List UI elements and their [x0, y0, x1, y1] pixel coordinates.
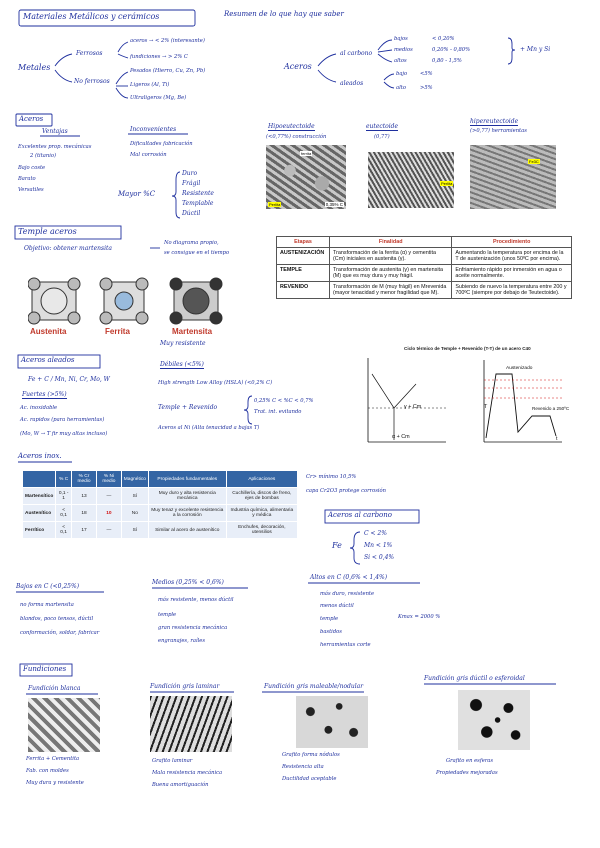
diagram-title: Ciclo térmico de Temple + Revenido (T-T) de un acero C40 [404, 346, 531, 351]
debiles-title: Débiles (<5%) [160, 361, 204, 368]
table-header-cell: % Ni medio [97, 471, 122, 488]
table-cell: Transformación de la ferrita (α) y cementita (Cm) iniciales en austenita (γ). [330, 248, 452, 265]
table-header-cell: Magnético [121, 471, 148, 488]
no-ferrosos-label: No ferrosos [74, 78, 110, 85]
fundicion-blanca-micrograph [28, 698, 100, 752]
austenita-label: Austenita [30, 327, 67, 336]
cementita-caption: Fe3C [529, 159, 539, 164]
aceros-tree-label: Aceros [284, 62, 312, 71]
altos-label: altos [394, 58, 407, 64]
table-header-cell: Procedimiento [452, 237, 572, 248]
table-header-cell: Propiedades fundamentales [148, 471, 226, 488]
aleados-title: Aceros aleados [21, 356, 75, 364]
perlita-caption: Perlita [269, 202, 281, 207]
table-cell: Transformación de M (muy frágil) en Mrevenida (mayor tenacidad y menor fragilidad que M). [330, 282, 452, 299]
ductil-item: Grafito en esferas [446, 758, 494, 764]
mayor-item: Templable [182, 200, 214, 207]
ventaja-item: Bajo coste [18, 165, 46, 171]
eut-title: eutectoide [366, 123, 399, 130]
medios-item: engranajes, raíles [158, 638, 205, 644]
table-header-cell: % C [56, 471, 72, 488]
ferrita-label: Ferrita [105, 327, 130, 336]
revenido-label: Revenido a 250ºC [532, 406, 570, 411]
fuertes-item: (Mo, W → T fir muy altas incluso) [20, 431, 108, 437]
ventaja-item: Excelentes prop. mecánicas [18, 144, 92, 150]
table-cell: < 0,1 [56, 505, 72, 522]
maleable-title: Fundición gris maleable/nodular [264, 683, 364, 690]
objetivo-text: Objetivo: obtener martensita [24, 245, 112, 252]
medios-label: medios [394, 47, 413, 53]
fundicion-ductil-micrograph [458, 690, 530, 750]
aceros-branch: aceros → < 2% (interesante) [130, 38, 205, 44]
altos-item: más duro, resistente [320, 591, 375, 597]
medios-item: gran resistencia mecánica [158, 625, 228, 631]
ventaja-item: Versatiles [18, 187, 44, 193]
temple-title: Temple aceros [18, 227, 77, 236]
ventajas-title: Ventajas [42, 128, 68, 135]
austenizado-label: Austenizado [506, 366, 533, 371]
blanca-title: Fundición blanca [28, 685, 81, 692]
table-cell: < 0,1 [56, 522, 72, 539]
gris-item: Buena amortiguación [152, 782, 209, 788]
table-cell: Transformación de austenita (γ) en martensita (M) que es muy dura y muy frágil. [330, 265, 452, 282]
carbono-si: Si < 0,4% [364, 554, 395, 561]
hipo-sub: (<0,77%) construcción [266, 134, 327, 140]
inox-note-2: capa Cr2O3 protege corrosión [306, 488, 387, 494]
carbono-c: C < 2% [364, 530, 387, 537]
al-carbono-label: al carbono [340, 50, 373, 57]
fundicion-gris-micrograph [150, 696, 232, 752]
medios-item: temple [158, 612, 177, 618]
table-header-row [277, 237, 572, 248]
table-cell: Muy tenaz y excelente resistencia a la corrosión [148, 505, 226, 522]
table-cell: — [97, 488, 122, 505]
fuertes-item: Ac. inoxidable [20, 405, 58, 411]
blanca-item: Fab. con moldes [26, 768, 69, 774]
table-row [277, 265, 572, 282]
aceros-section-title: Aceros [19, 115, 44, 123]
altos-item: bastidos [320, 629, 342, 635]
table-cell: Enfriamiento rápido por inmersión en agua o aceite normalmente. [452, 265, 572, 282]
table-cell: Muy duro y alta resistencia mecánica [148, 488, 226, 505]
bajo-aleado-label: bajo [396, 71, 408, 77]
table-row [23, 505, 298, 522]
temple-note-1: No diagrama propio, [164, 240, 219, 246]
martensita-label: Martensita [172, 327, 213, 336]
ferrosos-label: Ferrosos [76, 50, 103, 57]
altos-item: temple [320, 616, 339, 622]
diagram-axis-t: T [484, 404, 488, 410]
bajos-item: blandos, poco tensos, dúctil [20, 616, 94, 622]
gris-title: Fundición gris laminar [150, 683, 220, 690]
ductil-item: Propiedades mejoradas [436, 770, 498, 776]
table-cell: 10 [97, 505, 122, 522]
ventaja-item: Barato [18, 176, 36, 182]
altos-item: herramientas corte [320, 642, 371, 648]
mayor-c-label: Mayor %C [118, 190, 156, 198]
pesados-branch: Pesados (Hierro, Cu, Zn, Pb) [130, 68, 206, 74]
debiles-item: Aceros al Ni (Alta tenacidad a bajas T) [158, 425, 260, 431]
hipo-title: Hipoeutectoide [268, 123, 315, 130]
medios-item: más resistente, menos dúctil [158, 597, 234, 603]
temple-note-2: se consigue en el tiempo [164, 250, 230, 256]
debiles-detail: Trat. int. evitando [254, 409, 302, 415]
metales-label: Metales [18, 63, 51, 72]
table-cell: REVENIDO [277, 282, 330, 299]
medios-value: 0,20% - 0,80% [432, 47, 471, 53]
mayor-item: Dúctil [182, 210, 201, 217]
table-cell: TEMPLE [277, 265, 330, 282]
table-cell: Aumentando la temperatura por encima de la T de austenización (unos 50ºC por encima). [452, 248, 572, 265]
table-header-cell [23, 471, 56, 488]
table-cell: Ferrítico [23, 522, 56, 539]
table-cell: Industria química, alimentaria y médica [226, 505, 297, 522]
eutectoide-micrograph [368, 152, 454, 208]
table-cell: — [97, 522, 122, 539]
blanca-item: Ferrita + Cementita [26, 756, 80, 762]
diagram-label-g-cm: γ + Cm [404, 404, 422, 410]
kmax-note: Kmax = 2000 % [398, 614, 441, 620]
bajos-label: bajos [394, 36, 408, 42]
fundicion-maleable-micrograph [296, 696, 368, 748]
inconveniente-item: Mal corrosión [130, 152, 167, 158]
maleable-item: Grafito forma nódulos [282, 752, 340, 758]
table-row [277, 248, 572, 265]
hiper-title: hipereutectoide [470, 118, 519, 125]
perlita-caption-2: Perlita [441, 181, 453, 186]
bajos-item: no forma martensita [20, 602, 74, 608]
table-cell: No [121, 505, 148, 522]
debiles-detail: 0,25% C < %C < 0,7% [254, 398, 314, 404]
heat-treatment-diagram [364, 354, 564, 446]
gris-item: Grafito laminar [152, 758, 193, 764]
bajos-item: conformación, soldar, fabricar [20, 630, 100, 636]
inox-note-1: Cr> mínimo 10,5% [306, 474, 357, 480]
medios-title: Medios (0,25% < 0,6%) [152, 579, 224, 586]
alto-aleado-label: alto [396, 85, 406, 91]
debiles-item: Temple + Revenido [158, 404, 218, 411]
fundiciones-title: Fundiciones [23, 665, 67, 673]
ultraligeros-branch: Ultraligeros (Mg, Be) [130, 95, 187, 101]
muy-resistente-note: Muy resistente [160, 340, 206, 347]
debiles-item: High strength Low Alloy (HSLA) (<0,2% C) [158, 380, 273, 386]
page-subtitle: Resumen de lo que hay que saber [224, 10, 344, 18]
crystal-structures [28, 276, 248, 326]
fuertes-item: Ac. rapidos (para herramientas) [20, 417, 105, 423]
altos-title: Altos en C (0,6% < 1,4%) [310, 574, 388, 581]
table-cell: 0,1 - 1 [56, 488, 72, 505]
carbono-fe: Fe [332, 541, 342, 550]
table-cell: Sí [121, 488, 148, 505]
maleable-item: Resistencia alta [282, 764, 324, 770]
hipereutectoide-micrograph [441, 145, 556, 209]
table-cell: Subiendo de nuevo la temperatura entre 200 y 700ºC (siempre por debajo de Teutectoide). [452, 282, 572, 299]
inox-table [22, 470, 298, 539]
table-cell: Enchufes, decoración, utensilios [226, 522, 297, 539]
table-cell: Sí [121, 522, 148, 539]
diagram-label-a-cm: α + Cm [392, 434, 410, 440]
carbon-content-caption: 0,35% C [325, 202, 343, 207]
table-header-cell: % Cr medio [71, 471, 96, 488]
fuertes-title: Fuertes (>5%) [22, 391, 67, 398]
table-header-cell: Aplicaciones [226, 471, 297, 488]
page-title: Materiales Metálicos y cerámicos [23, 12, 160, 21]
aleados-elements: Fe + C / Mn, Ni, Cr, Mo, W [28, 376, 110, 383]
ventaja-item: 2 (titanio) [30, 153, 57, 159]
blanca-item: Muy dura y resistente [26, 780, 84, 786]
alto-aleado-value: >5% [420, 85, 433, 91]
table-header-cell: Etapas [277, 237, 330, 248]
table-cell: AUSTENIZACIÓN [277, 248, 330, 265]
table-header-row [23, 471, 298, 488]
table-cell: 17 [71, 522, 96, 539]
table-cell: Cuchillería, discos de freno, ejes de bombas [226, 488, 297, 505]
inconveniente-item: Dificultades fabricación [130, 141, 193, 147]
hipoeutectoide-micrograph [266, 145, 346, 209]
table-row [23, 522, 298, 539]
hiper-sub: (>0,77) herramientas [470, 128, 527, 134]
ductil-title: Fundición gris dúctil o esferoidal [424, 675, 525, 682]
bajo-aleado-value: <5% [420, 71, 433, 77]
table-cell: Similar al acero de austenítico [148, 522, 226, 539]
table-row [23, 488, 298, 505]
altos-item: menos dúctil [320, 603, 354, 609]
mn-si-note: + Mn y Si [520, 46, 551, 53]
table-cell: Austenítico [23, 505, 56, 522]
table-header-cell: Finalidad [330, 237, 452, 248]
bajos-title: Bajos en C (<0,25%) [16, 583, 80, 590]
carbono-mn: Mn < 1% [364, 542, 393, 549]
maleable-item: Ductilidad aceptable [282, 776, 337, 782]
diagram-axis-time: t [556, 436, 558, 442]
inox-title: Aceros inox. [18, 452, 62, 460]
mayor-item: Duro [182, 170, 198, 177]
ligeros-branch: Ligeros (Al, Ti) [130, 82, 170, 88]
table-row [277, 282, 572, 299]
bajos-value: < 0,20% [432, 36, 455, 42]
altos-value: 0,80 - 1,5% [432, 58, 462, 64]
table-cell: 13 [71, 488, 96, 505]
table-cell: Martensítico [23, 488, 56, 505]
carbono-title: Aceros al carbono [328, 511, 392, 519]
table-cell: 18 [71, 505, 96, 522]
mayor-item: Resistente [182, 190, 214, 197]
etapas-table [276, 236, 572, 299]
aleados-label: aleados [340, 80, 364, 87]
inconvenientes-title: Inconvenientes [130, 126, 177, 133]
fundiciones-branch: fundiciones → > 2% C [130, 54, 188, 60]
gris-item: Mala resistencia mecánica [152, 770, 223, 776]
mayor-item: Frágil [182, 180, 201, 187]
ferrita-caption: ferrita [301, 151, 312, 156]
eut-sub: (0,77) [374, 134, 390, 140]
